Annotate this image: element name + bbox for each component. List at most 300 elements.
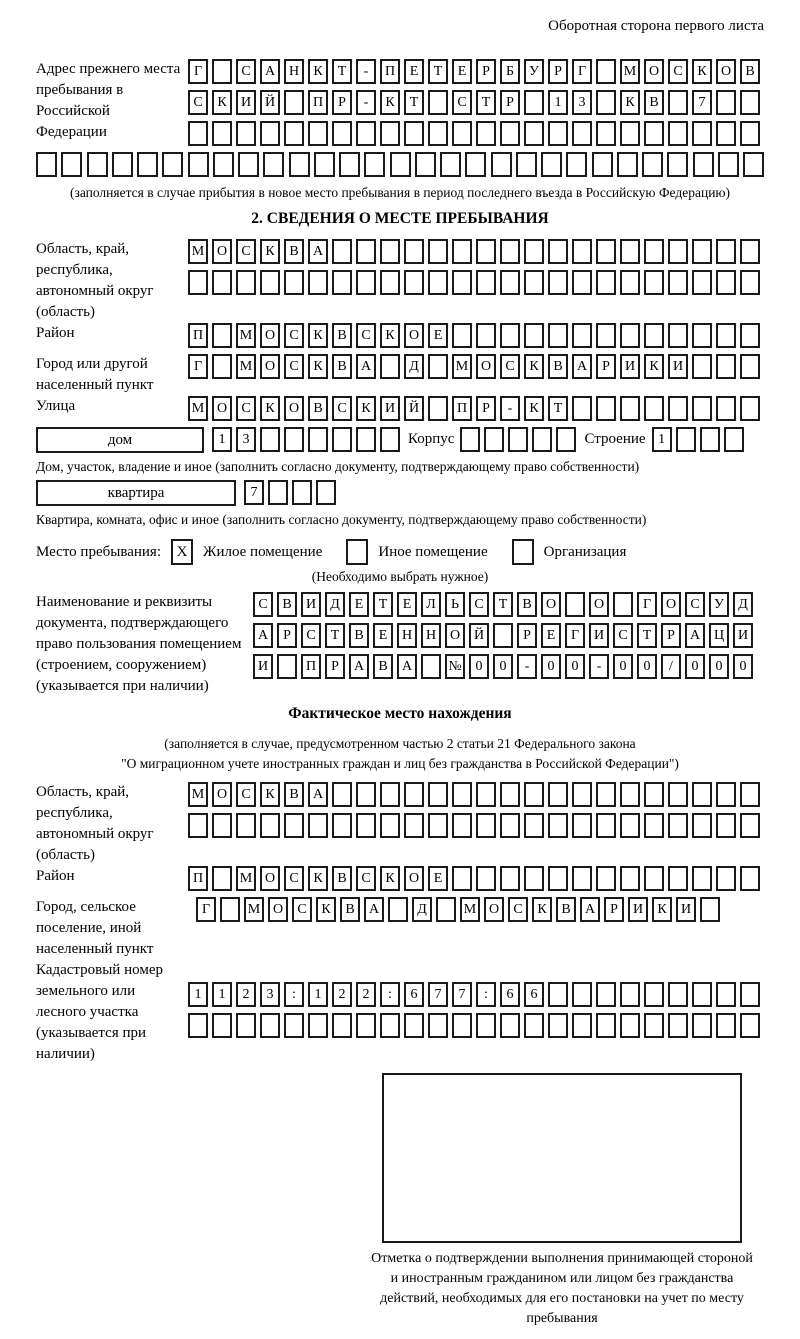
char-cell[interactable]: А [356, 354, 376, 379]
char-cell[interactable] [428, 239, 448, 264]
char-cell[interactable] [268, 480, 288, 505]
char-cell[interactable] [500, 1013, 520, 1038]
char-cell[interactable]: Е [428, 866, 448, 891]
char-cell[interactable] [484, 427, 504, 452]
char-cell[interactable]: Р [476, 59, 496, 84]
char-cell[interactable] [524, 239, 544, 264]
char-cell[interactable] [212, 121, 232, 146]
char-cell[interactable]: О [404, 866, 424, 891]
char-cell[interactable]: В [284, 782, 304, 807]
char-cell[interactable] [668, 323, 688, 348]
char-cell[interactable]: О [260, 354, 280, 379]
char-cell[interactable]: И [733, 623, 753, 648]
char-cell[interactable]: М [236, 866, 256, 891]
char-cell[interactable]: С [500, 354, 520, 379]
char-cell[interactable] [452, 866, 472, 891]
char-cell[interactable]: Т [332, 59, 352, 84]
char-cell[interactable] [428, 782, 448, 807]
char-cell[interactable]: 0 [493, 654, 513, 679]
char-cell[interactable]: И [236, 90, 256, 115]
char-cell[interactable] [380, 1013, 400, 1038]
char-cell[interactable] [188, 152, 209, 177]
char-cell[interactable]: 7 [244, 480, 264, 505]
char-cell[interactable] [260, 813, 280, 838]
char-cell[interactable] [284, 121, 304, 146]
char-cell[interactable] [332, 1013, 352, 1038]
char-cell[interactable]: О [589, 592, 609, 617]
char-cell[interactable]: В [349, 623, 369, 648]
char-cell[interactable]: К [692, 59, 712, 84]
char-cell[interactable]: 1 [308, 982, 328, 1007]
char-cell[interactable] [263, 152, 284, 177]
char-cell[interactable]: Л [421, 592, 441, 617]
char-cell[interactable] [212, 354, 232, 379]
char-cell[interactable] [524, 270, 544, 295]
char-cell[interactable]: 0 [709, 654, 729, 679]
char-cell[interactable]: С [236, 239, 256, 264]
char-cell[interactable] [460, 427, 480, 452]
char-cell[interactable]: М [236, 323, 256, 348]
char-cell[interactable] [428, 813, 448, 838]
char-cell[interactable] [572, 782, 592, 807]
char-cell[interactable]: А [308, 239, 328, 264]
char-cell[interactable]: 2 [332, 982, 352, 1007]
char-cell[interactable] [137, 152, 158, 177]
char-cell[interactable]: Н [421, 623, 441, 648]
char-cell[interactable] [452, 121, 472, 146]
char-cell[interactable] [592, 152, 613, 177]
char-cell[interactable] [524, 866, 544, 891]
char-cell[interactable] [236, 1013, 256, 1038]
char-cell[interactable] [500, 782, 520, 807]
char-cell[interactable] [404, 813, 424, 838]
char-cell[interactable]: Р [500, 90, 520, 115]
char-cell[interactable] [289, 152, 310, 177]
char-cell[interactable]: А [397, 654, 417, 679]
char-cell[interactable]: С [356, 866, 376, 891]
char-cell[interactable]: С [469, 592, 489, 617]
char-cell[interactable]: М [236, 354, 256, 379]
char-cell[interactable]: В [277, 592, 297, 617]
char-cell[interactable] [596, 270, 616, 295]
char-cell[interactable] [644, 782, 664, 807]
char-cell[interactable] [332, 813, 352, 838]
char-cell[interactable] [452, 323, 472, 348]
char-cell[interactable]: Р [548, 59, 568, 84]
char-cell[interactable]: 6 [524, 982, 544, 1007]
char-cell[interactable] [476, 239, 496, 264]
char-cell[interactable] [692, 121, 712, 146]
char-cell[interactable] [642, 152, 663, 177]
char-cell[interactable] [380, 782, 400, 807]
char-cell[interactable] [668, 270, 688, 295]
checkbox-organization[interactable] [512, 539, 534, 565]
char-cell[interactable] [572, 396, 592, 421]
checkbox-other-premises[interactable] [346, 539, 368, 565]
char-cell[interactable] [644, 813, 664, 838]
char-cell[interactable]: К [524, 354, 544, 379]
char-cell[interactable]: С [685, 592, 705, 617]
char-cell[interactable]: / [661, 654, 681, 679]
char-cell[interactable]: - [589, 654, 609, 679]
char-cell[interactable]: Д [404, 354, 424, 379]
char-cell[interactable] [572, 813, 592, 838]
char-cell[interactable] [693, 152, 714, 177]
char-cell[interactable] [667, 152, 688, 177]
char-cell[interactable] [380, 270, 400, 295]
char-cell[interactable] [692, 323, 712, 348]
char-cell[interactable] [548, 1013, 568, 1038]
char-cell[interactable]: 0 [565, 654, 585, 679]
char-cell[interactable] [548, 239, 568, 264]
char-cell[interactable]: С [284, 354, 304, 379]
char-cell[interactable] [668, 121, 688, 146]
char-cell[interactable] [596, 396, 616, 421]
char-cell[interactable] [220, 897, 240, 922]
char-cell[interactable] [380, 813, 400, 838]
char-cell[interactable] [668, 1013, 688, 1038]
char-cell[interactable] [644, 1013, 664, 1038]
char-cell[interactable] [308, 1013, 328, 1038]
char-cell[interactable]: Т [548, 396, 568, 421]
char-cell[interactable] [236, 813, 256, 838]
char-cell[interactable] [308, 121, 328, 146]
char-cell[interactable] [644, 270, 664, 295]
char-cell[interactable]: Е [373, 623, 393, 648]
char-cell[interactable] [452, 813, 472, 838]
char-cell[interactable] [572, 323, 592, 348]
char-cell[interactable] [524, 782, 544, 807]
char-cell[interactable]: № [445, 654, 465, 679]
char-cell[interactable] [452, 782, 472, 807]
char-cell[interactable] [596, 813, 616, 838]
char-cell[interactable] [465, 152, 486, 177]
char-cell[interactable] [332, 270, 352, 295]
char-cell[interactable] [596, 239, 616, 264]
char-cell[interactable]: Е [397, 592, 417, 617]
char-cell[interactable] [740, 982, 760, 1007]
char-cell[interactable]: С [236, 59, 256, 84]
char-cell[interactable] [692, 239, 712, 264]
char-cell[interactable]: О [644, 59, 664, 84]
char-cell[interactable]: Р [661, 623, 681, 648]
char-cell[interactable] [356, 813, 376, 838]
char-cell[interactable]: 1 [548, 90, 568, 115]
char-cell[interactable] [212, 1013, 232, 1038]
char-cell[interactable]: И [668, 354, 688, 379]
char-cell[interactable]: О [284, 396, 304, 421]
char-cell[interactable]: Т [404, 90, 424, 115]
char-cell[interactable]: И [380, 396, 400, 421]
char-cell[interactable] [524, 90, 544, 115]
char-cell[interactable]: 3 [260, 982, 280, 1007]
char-cell[interactable]: К [380, 90, 400, 115]
char-cell[interactable] [596, 90, 616, 115]
char-cell[interactable]: Г [572, 59, 592, 84]
char-cell[interactable]: П [301, 654, 321, 679]
char-cell[interactable] [428, 270, 448, 295]
char-cell[interactable]: С [292, 897, 312, 922]
char-cell[interactable] [644, 866, 664, 891]
char-cell[interactable] [380, 354, 400, 379]
char-cell[interactable]: К [260, 782, 280, 807]
char-cell[interactable]: К [524, 396, 544, 421]
char-cell[interactable]: 2 [236, 982, 256, 1007]
char-cell[interactable] [620, 782, 640, 807]
char-cell[interactable] [332, 121, 352, 146]
char-cell[interactable] [188, 813, 208, 838]
char-cell[interactable] [740, 1013, 760, 1038]
char-cell[interactable]: О [716, 59, 736, 84]
char-cell[interactable]: 3 [572, 90, 592, 115]
char-cell[interactable]: В [548, 354, 568, 379]
char-cell[interactable] [692, 782, 712, 807]
char-cell[interactable]: С [253, 592, 273, 617]
char-cell[interactable] [692, 1013, 712, 1038]
char-cell[interactable] [212, 323, 232, 348]
char-cell[interactable]: П [188, 323, 208, 348]
char-cell[interactable] [668, 239, 688, 264]
char-cell[interactable]: Е [541, 623, 561, 648]
char-cell[interactable] [380, 239, 400, 264]
char-cell[interactable] [404, 782, 424, 807]
char-cell[interactable] [740, 121, 760, 146]
char-cell[interactable] [620, 813, 640, 838]
char-cell[interactable] [356, 270, 376, 295]
char-cell[interactable]: 3 [236, 427, 256, 452]
char-cell[interactable] [524, 1013, 544, 1038]
char-cell[interactable]: В [517, 592, 537, 617]
char-cell[interactable] [308, 813, 328, 838]
char-cell[interactable] [740, 239, 760, 264]
char-cell[interactable]: 0 [613, 654, 633, 679]
char-cell[interactable]: В [284, 239, 304, 264]
char-cell[interactable]: 6 [500, 982, 520, 1007]
char-cell[interactable] [740, 323, 760, 348]
char-cell[interactable]: С [668, 59, 688, 84]
char-cell[interactable] [716, 239, 736, 264]
char-cell[interactable]: М [620, 59, 640, 84]
char-cell[interactable]: М [188, 782, 208, 807]
char-cell[interactable]: О [484, 897, 504, 922]
char-cell[interactable] [596, 59, 616, 84]
char-cell[interactable] [380, 427, 400, 452]
char-cell[interactable] [596, 982, 616, 1007]
char-cell[interactable]: И [301, 592, 321, 617]
char-cell[interactable] [516, 152, 537, 177]
char-cell[interactable]: К [620, 90, 640, 115]
char-cell[interactable]: В [556, 897, 576, 922]
char-cell[interactable] [500, 121, 520, 146]
char-cell[interactable] [428, 1013, 448, 1038]
char-cell[interactable]: О [268, 897, 288, 922]
char-cell[interactable] [491, 152, 512, 177]
char-cell[interactable]: В [644, 90, 664, 115]
char-cell[interactable] [556, 427, 576, 452]
char-cell[interactable] [308, 427, 328, 452]
char-cell[interactable] [620, 866, 640, 891]
char-cell[interactable] [644, 982, 664, 1007]
char-cell[interactable] [260, 427, 280, 452]
char-cell[interactable]: К [308, 323, 328, 348]
char-cell[interactable] [572, 982, 592, 1007]
char-cell[interactable]: П [452, 396, 472, 421]
char-cell[interactable] [716, 982, 736, 1007]
char-cell[interactable]: - [356, 90, 376, 115]
char-cell[interactable] [500, 323, 520, 348]
char-cell[interactable] [332, 239, 352, 264]
char-cell[interactable] [668, 90, 688, 115]
char-cell[interactable] [476, 121, 496, 146]
char-cell[interactable]: И [620, 354, 640, 379]
char-cell[interactable] [236, 270, 256, 295]
char-cell[interactable] [87, 152, 108, 177]
char-cell[interactable]: Д [733, 592, 753, 617]
char-cell[interactable]: К [212, 90, 232, 115]
char-cell[interactable]: 0 [541, 654, 561, 679]
char-cell[interactable] [388, 897, 408, 922]
char-cell[interactable] [700, 897, 720, 922]
char-cell[interactable] [596, 866, 616, 891]
char-cell[interactable] [436, 897, 456, 922]
char-cell[interactable] [356, 427, 376, 452]
char-cell[interactable] [596, 121, 616, 146]
char-cell[interactable] [692, 396, 712, 421]
char-cell[interactable]: С [613, 623, 633, 648]
char-cell[interactable]: Р [596, 354, 616, 379]
char-cell[interactable] [508, 427, 528, 452]
char-cell[interactable] [236, 121, 256, 146]
char-cell[interactable]: 6 [404, 982, 424, 1007]
char-cell[interactable]: Н [284, 59, 304, 84]
char-cell[interactable]: С [508, 897, 528, 922]
char-cell[interactable]: А [308, 782, 328, 807]
char-cell[interactable] [316, 480, 336, 505]
char-cell[interactable] [692, 354, 712, 379]
char-cell[interactable]: 1 [652, 427, 672, 452]
char-cell[interactable]: - [500, 396, 520, 421]
char-cell[interactable] [718, 152, 739, 177]
char-cell[interactable] [500, 239, 520, 264]
char-cell[interactable]: О [212, 396, 232, 421]
char-cell[interactable]: 1 [212, 982, 232, 1007]
char-cell[interactable] [566, 152, 587, 177]
char-cell[interactable]: Т [476, 90, 496, 115]
char-cell[interactable]: К [380, 323, 400, 348]
char-cell[interactable]: Т [373, 592, 393, 617]
char-cell[interactable]: К [652, 897, 672, 922]
char-cell[interactable] [476, 782, 496, 807]
char-cell[interactable]: О [212, 239, 232, 264]
char-cell[interactable] [676, 427, 696, 452]
char-cell[interactable]: Г [188, 59, 208, 84]
char-cell[interactable] [476, 866, 496, 891]
char-cell[interactable] [404, 270, 424, 295]
char-cell[interactable] [212, 866, 232, 891]
char-cell[interactable] [565, 592, 585, 617]
char-cell[interactable] [668, 866, 688, 891]
char-cell[interactable]: В [373, 654, 393, 679]
char-cell[interactable] [620, 323, 640, 348]
char-cell[interactable]: Ь [445, 592, 465, 617]
char-cell[interactable]: 1 [212, 427, 232, 452]
char-cell[interactable] [61, 152, 82, 177]
char-cell[interactable] [260, 1013, 280, 1038]
char-cell[interactable] [644, 396, 664, 421]
char-cell[interactable] [380, 121, 400, 146]
char-cell[interactable]: Г [196, 897, 216, 922]
char-cell[interactable]: К [308, 59, 328, 84]
char-cell[interactable]: Г [637, 592, 657, 617]
char-cell[interactable] [428, 354, 448, 379]
char-cell[interactable] [716, 866, 736, 891]
char-cell[interactable] [740, 90, 760, 115]
char-cell[interactable] [644, 239, 664, 264]
char-cell[interactable] [356, 239, 376, 264]
char-cell[interactable]: 2 [356, 982, 376, 1007]
char-cell[interactable] [644, 121, 664, 146]
char-cell[interactable] [339, 152, 360, 177]
char-cell[interactable] [743, 152, 764, 177]
char-cell[interactable]: П [380, 59, 400, 84]
char-cell[interactable]: - [356, 59, 376, 84]
char-cell[interactable]: А [253, 623, 273, 648]
char-cell[interactable] [716, 354, 736, 379]
char-cell[interactable] [620, 270, 640, 295]
char-cell[interactable]: М [244, 897, 264, 922]
char-cell[interactable]: У [524, 59, 544, 84]
char-cell[interactable] [740, 270, 760, 295]
char-cell[interactable] [390, 152, 411, 177]
char-cell[interactable] [716, 90, 736, 115]
char-cell[interactable]: 0 [685, 654, 705, 679]
char-cell[interactable]: Р [476, 396, 496, 421]
char-cell[interactable] [620, 396, 640, 421]
char-cell[interactable] [572, 866, 592, 891]
char-cell[interactable]: Й [404, 396, 424, 421]
char-cell[interactable]: Р [604, 897, 624, 922]
char-cell[interactable]: О [404, 323, 424, 348]
char-cell[interactable]: В [332, 354, 352, 379]
char-cell[interactable] [548, 866, 568, 891]
char-cell[interactable]: К [308, 866, 328, 891]
char-cell[interactable] [716, 396, 736, 421]
char-cell[interactable] [284, 427, 304, 452]
char-cell[interactable] [740, 813, 760, 838]
char-cell[interactable]: С [301, 623, 321, 648]
char-cell[interactable]: К [532, 897, 552, 922]
char-cell[interactable] [213, 152, 234, 177]
char-cell[interactable] [292, 480, 312, 505]
char-cell[interactable]: К [260, 396, 280, 421]
char-cell[interactable]: 7 [692, 90, 712, 115]
char-cell[interactable]: : [476, 982, 496, 1007]
char-cell[interactable] [541, 152, 562, 177]
char-cell[interactable] [112, 152, 133, 177]
char-cell[interactable]: В [332, 323, 352, 348]
char-cell[interactable] [572, 121, 592, 146]
char-cell[interactable]: А [580, 897, 600, 922]
checkbox-dwelling[interactable]: X [171, 539, 193, 565]
char-cell[interactable]: С [332, 396, 352, 421]
char-cell[interactable] [404, 239, 424, 264]
char-cell[interactable]: Е [349, 592, 369, 617]
char-cell[interactable]: С [452, 90, 472, 115]
char-cell[interactable]: П [308, 90, 328, 115]
char-cell[interactable] [500, 866, 520, 891]
char-cell[interactable] [572, 1013, 592, 1038]
char-cell[interactable]: Й [469, 623, 489, 648]
